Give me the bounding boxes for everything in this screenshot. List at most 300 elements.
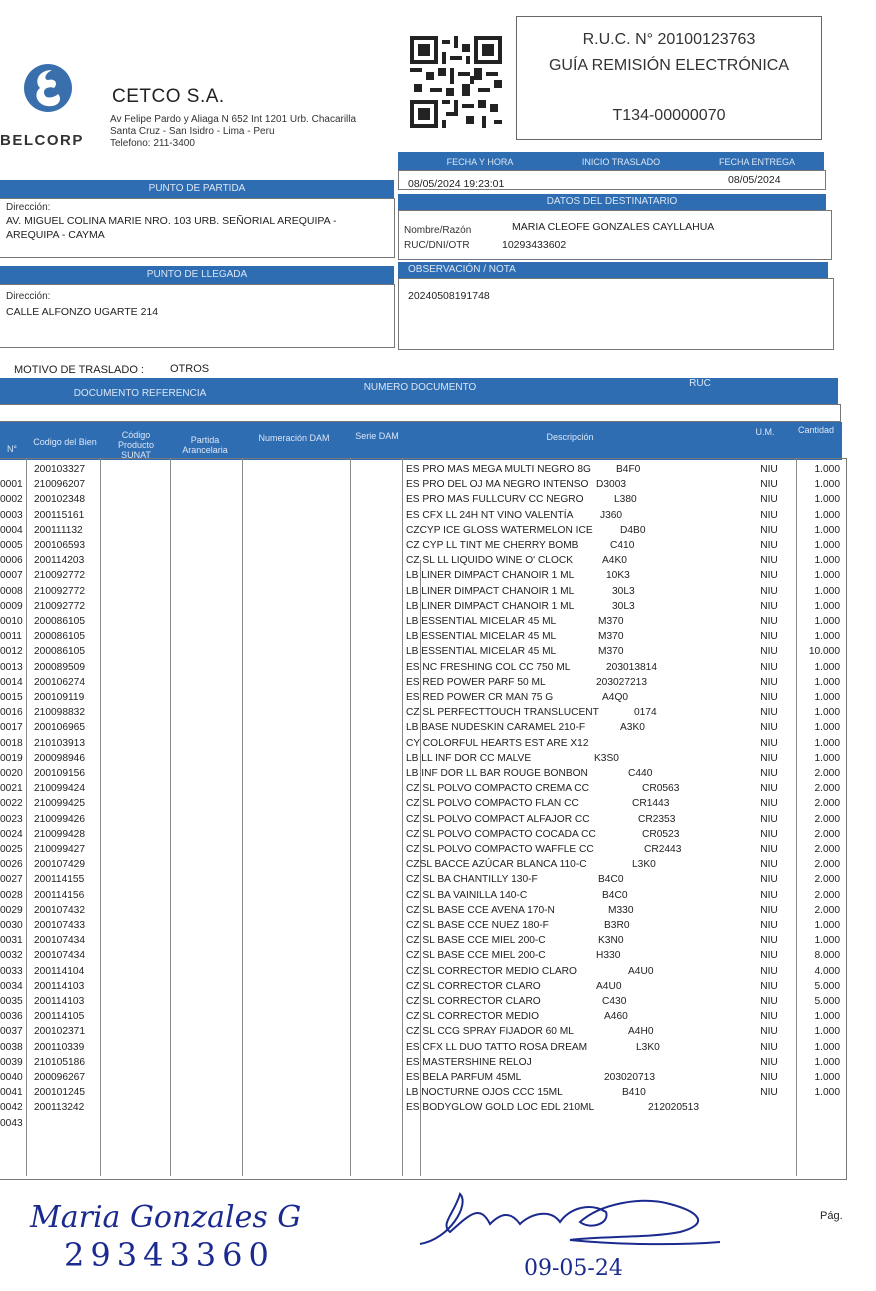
- logo-text: BELCORP: [0, 132, 84, 149]
- item-description: CZ CYP LL TINT ME CHERRY BOMB: [406, 540, 579, 551]
- item-description: CZ SL CORRECTOR CLARO: [406, 996, 541, 1007]
- item-reference: CR0523: [642, 828, 680, 840]
- item-reference: J360: [600, 509, 623, 521]
- header-fecha-hora: FECHA Y HORA: [446, 157, 514, 167]
- address-line-2: Santa Cruz - San Isidro - Lima - Peru: [110, 126, 275, 137]
- col-header-descripcion: Descripción: [546, 432, 594, 442]
- item-code: 210105186: [34, 1056, 85, 1068]
- item-unit: NIU: [760, 798, 778, 810]
- company-phone: Telefono: 211-3400: [110, 138, 195, 149]
- table-row: [0, 1055, 846, 1070]
- item-quantity: 1.000: [814, 570, 840, 582]
- destinatario-name: MARIA CLEOFE GONZALES CAYLLAHUA: [512, 221, 715, 233]
- item-quantity: 4.000: [814, 965, 840, 977]
- item-description: ES CFX LL 24H NT VINO VALENTÍA: [406, 509, 574, 521]
- header-documento-referencia: DOCUMENTO REFERENCIA: [73, 388, 207, 399]
- item-code: 200114103: [34, 980, 85, 992]
- address-line-1: Av Felipe Pardo y Aliaga N 652 Int 1201 Urb. Chacarilla: [110, 114, 357, 125]
- table-row: [0, 629, 846, 644]
- col-header-um: U.M.: [755, 427, 775, 437]
- item-number: 0012: [0, 646, 23, 658]
- table-row: [0, 979, 846, 994]
- item-quantity: 2.000: [814, 844, 840, 855]
- item-reference: D4B0: [620, 524, 646, 536]
- item-reference: K3N0: [598, 935, 624, 947]
- item-code: 210103913: [34, 737, 85, 749]
- item-description: CZ SL PERFECTTOUCH TRANSLUCENT: [406, 707, 599, 719]
- item-reference: L3K0: [632, 859, 656, 871]
- item-description: ES RED POWER PARF 50 ML: [406, 676, 546, 688]
- item-unit: NIU: [760, 844, 778, 855]
- item-unit: NIU: [760, 631, 778, 643]
- fecha-hora-value: 08/05/2024 19:23:01: [408, 178, 505, 190]
- item-quantity: 5.000: [814, 980, 840, 992]
- item-description: CZ SL BA CHANTILLY 130-F: [406, 874, 538, 886]
- item-number: 0031: [0, 935, 23, 947]
- item-description: ES BELA PARFUM 45ML: [406, 1072, 522, 1083]
- item-reference: A4U0: [596, 980, 622, 992]
- signature-icon: [410, 1184, 730, 1259]
- company-address: [110, 114, 356, 150]
- referencia-values-row: [0, 404, 841, 422]
- item-quantity: 1.000: [814, 692, 840, 703]
- item-unit: NIU: [760, 509, 778, 521]
- partida-address-line-2: AREQUIPA - CAYMA: [6, 229, 105, 241]
- table-row: [0, 720, 846, 735]
- item-unit: NIU: [760, 661, 778, 673]
- table-row: [0, 736, 846, 751]
- ruc-number: R.U.C. N° 20100123763: [582, 31, 756, 48]
- item-number: 0003: [0, 509, 23, 521]
- item-quantity: 1.000: [814, 479, 840, 491]
- table-row: [0, 705, 846, 720]
- item-unit: NIU: [760, 920, 778, 931]
- table-row: [0, 933, 846, 948]
- item-code: 200114105: [34, 1011, 85, 1023]
- item-unit: NIU: [760, 570, 778, 582]
- item-quantity: 2.000: [814, 783, 840, 795]
- item-code: 200114203: [34, 555, 85, 567]
- item-number: 0025: [0, 844, 23, 855]
- item-unit: NIU: [760, 737, 778, 749]
- item-quantity: 2.000: [814, 889, 840, 901]
- item-reference: 212020513: [648, 1102, 699, 1114]
- table-row: [0, 918, 846, 933]
- table-row: [0, 1085, 846, 1100]
- item-reference: 203020713: [604, 1072, 655, 1083]
- item-unit: NIU: [760, 1026, 778, 1038]
- item-description: ES CFX LL DUO TATTO ROSA DREAM: [406, 1041, 588, 1053]
- item-quantity: 2.000: [814, 874, 840, 886]
- llegada-direccion-label: Dirección:: [6, 291, 51, 302]
- item-reference: 10K3: [606, 570, 630, 582]
- document-type: GUÍA REMISIÓN ELECTRÓNICA: [548, 57, 790, 74]
- item-number: 0027: [0, 874, 23, 886]
- item-number: 0017: [0, 722, 23, 734]
- table-row: [0, 903, 846, 918]
- item-reference: C430: [602, 996, 627, 1007]
- item-quantity: 1.000: [814, 464, 840, 475]
- item-number: 0021: [0, 783, 23, 795]
- col-header-n: N°: [6, 444, 18, 454]
- item-number: 0026: [0, 859, 23, 871]
- item-unit: NIU: [760, 555, 778, 567]
- item-description: LB BASE NUDESKIN CARAMEL 210-F: [406, 722, 586, 734]
- item-number: 0042: [0, 1102, 23, 1114]
- table-row: [0, 462, 846, 477]
- item-description: ES NC FRESHING COL CC 750 ML: [406, 661, 571, 673]
- item-code: 200109119: [34, 692, 85, 703]
- item-quantity: 1.000: [814, 524, 840, 536]
- item-quantity: 1.000: [814, 1011, 840, 1023]
- item-unit: NIU: [760, 904, 778, 916]
- item-number: 0043: [0, 1117, 23, 1129]
- table-row: [0, 568, 846, 583]
- item-number: 0023: [0, 813, 23, 825]
- item-number: 0036: [0, 1011, 23, 1023]
- item-number: 0022: [0, 798, 23, 810]
- destinatario-id: 10293433602: [502, 239, 567, 251]
- item-code: 200096267: [34, 1072, 85, 1083]
- table-row: [0, 508, 846, 523]
- item-number: 0029: [0, 904, 23, 916]
- item-reference: 30L3: [612, 585, 635, 597]
- item-description: CZ SL POLVO COMPACT ALFAJOR CC: [406, 813, 590, 825]
- table-row: [0, 1070, 846, 1085]
- item-number: 0016: [0, 707, 23, 719]
- item-code: 200114103: [34, 996, 85, 1007]
- item-number: 0037: [0, 1026, 23, 1038]
- item-description: LB ESSENTIAL MICELAR 45 ML: [406, 646, 557, 658]
- item-quantity: 2.000: [814, 859, 840, 871]
- item-code: 200109156: [34, 768, 85, 779]
- llegada-address-line-1: CALLE ALFONZO UGARTE 214: [6, 306, 159, 318]
- item-unit: NIU: [760, 752, 778, 764]
- item-unit: NIU: [760, 965, 778, 977]
- item-quantity: 5.000: [814, 996, 840, 1007]
- item-description: CZ SL CORRECTOR CLARO: [406, 980, 541, 992]
- item-unit: NIU: [760, 676, 778, 688]
- item-quantity: 1.000: [814, 707, 840, 719]
- item-reference: M330: [608, 904, 634, 916]
- item-number: 0014: [0, 676, 23, 688]
- item-unit: NIU: [760, 768, 778, 779]
- table-row: [0, 1116, 846, 1131]
- item-quantity: 1.000: [814, 920, 840, 931]
- item-quantity: 1.000: [814, 494, 840, 506]
- table-row: [0, 1100, 846, 1115]
- item-quantity: 1.000: [814, 631, 840, 643]
- item-code: 210099428: [34, 828, 85, 840]
- item-reference: A3K0: [620, 722, 645, 734]
- item-code: 200107434: [34, 935, 85, 947]
- item-reference: A4Q0: [602, 692, 629, 703]
- item-number: 0035: [0, 996, 23, 1007]
- observacion-title: OBSERVACIÓN / NOTA: [398, 262, 828, 278]
- item-unit: NIU: [760, 1041, 778, 1053]
- item-code: 200107432: [34, 904, 85, 916]
- item-description: LB NOCTURNE OJOS CCC 15ML: [406, 1087, 563, 1099]
- item-number: 0028: [0, 889, 23, 901]
- item-code: 200114156: [34, 889, 85, 901]
- item-quantity: 10.000: [808, 646, 840, 658]
- item-number: 0033: [0, 965, 23, 977]
- item-number: 0015: [0, 692, 23, 703]
- table-row: [0, 690, 846, 705]
- item-unit: NIU: [760, 722, 778, 734]
- item-code: 210096207: [34, 479, 85, 491]
- item-code: 200102371: [34, 1026, 85, 1038]
- item-reference: H330: [596, 950, 621, 962]
- handwritten-name: Maria Gonzales G: [30, 1200, 302, 1235]
- item-description: LB LINER DIMPACT CHANOIR 1 ML: [406, 600, 575, 612]
- item-quantity: 1.000: [814, 676, 840, 688]
- item-quantity: 1.000: [814, 540, 840, 551]
- item-quantity: 1.000: [814, 752, 840, 764]
- item-reference: K3S0: [594, 752, 619, 764]
- item-quantity: 1.000: [814, 935, 840, 947]
- col-header-partida: Partida Arancelaria: [182, 435, 228, 455]
- item-reference: M370: [598, 646, 624, 658]
- item-quantity: 2.000: [814, 828, 840, 840]
- punto-llegada-title: PUNTO DE LLEGADA: [0, 266, 394, 284]
- header-inicio-traslado: INICIO TRASLADO: [581, 157, 661, 167]
- col-header-serie: Serie DAM: [355, 431, 399, 441]
- destinatario-id-label: RUC/DNI/OTR: [404, 240, 470, 251]
- item-reference: M370: [598, 631, 624, 643]
- item-number: 0030: [0, 920, 23, 931]
- table-row: [0, 492, 846, 507]
- item-code: 200107434: [34, 950, 85, 962]
- item-reference: 30L3: [612, 600, 635, 612]
- item-code: 200114155: [34, 874, 85, 886]
- item-description: ES PRO MAS MEGA MULTI NEGRO 8G: [406, 464, 591, 475]
- item-reference: CR0563: [642, 783, 680, 795]
- item-description: ES BODYGLOW GOLD LOC EDL 210ML: [406, 1102, 595, 1114]
- item-unit: NIU: [760, 859, 778, 871]
- item-code: 200106965: [34, 722, 85, 734]
- item-code: 200098946: [34, 752, 85, 764]
- item-description: CZ SL BASE CCE MIEL 200-C: [406, 935, 546, 947]
- item-unit: NIU: [760, 1056, 778, 1068]
- item-number: 0010: [0, 616, 23, 627]
- item-number: 0008: [0, 585, 23, 597]
- item-unit: NIU: [760, 600, 778, 612]
- item-code: 200115161: [34, 509, 85, 521]
- handwritten-date: 09-05-24: [524, 1256, 623, 1281]
- punto-partida-box: [0, 198, 395, 258]
- page-label: Pág.: [820, 1210, 843, 1222]
- item-reference: B4C0: [598, 874, 624, 886]
- table-row: [0, 660, 846, 675]
- item-description: ES PRO DEL OJ MA NEGRO INTENSO: [406, 479, 589, 491]
- item-quantity: 2.000: [814, 798, 840, 810]
- col-header-numeracion: Numeración DAM: [258, 433, 330, 443]
- item-reference: CR2443: [644, 844, 682, 855]
- item-quantity: 1.000: [814, 1026, 840, 1038]
- item-quantity: 1.000: [814, 585, 840, 597]
- item-code: 210098832: [34, 707, 85, 719]
- table-row: [0, 812, 846, 827]
- table-row: [0, 584, 846, 599]
- item-number: 0039: [0, 1056, 23, 1068]
- item-reference: A4K0: [602, 555, 627, 567]
- table-row: [0, 872, 846, 887]
- item-reference: A4U0: [628, 965, 654, 977]
- item-unit: NIU: [760, 616, 778, 627]
- table-row: [0, 766, 846, 781]
- table-row: [0, 614, 846, 629]
- col-header-sunat: Código Producto SUNAT: [117, 430, 155, 460]
- item-description: CZ SL CORRECTOR MEDIO: [406, 1011, 540, 1023]
- item-code: 210099426: [34, 813, 85, 825]
- item-unit: NIU: [760, 1087, 778, 1099]
- item-number: 0011: [0, 631, 22, 643]
- item-code: 200086105: [34, 631, 85, 643]
- item-description: CZ SL POLVO COMPACTO WAFFLE CC: [406, 844, 594, 855]
- item-unit: NIU: [760, 783, 778, 795]
- table-row: [0, 675, 846, 690]
- belcorp-logo-icon: [22, 58, 74, 120]
- item-quantity: 8.000: [814, 950, 840, 962]
- item-description: ES RED POWER CR MAN 75 G: [406, 692, 554, 703]
- table-row: [0, 964, 846, 979]
- item-unit: NIU: [760, 935, 778, 947]
- item-number: 0024: [0, 828, 23, 840]
- header-fecha-entrega: FECHA ENTREGA: [718, 157, 795, 167]
- item-description: CZ SL POLVO COMPACTO FLAN CC: [406, 798, 579, 810]
- table-row: [0, 538, 846, 553]
- document-number: T134-00000070: [612, 107, 726, 124]
- table-row: [0, 477, 846, 492]
- item-unit: NIU: [760, 950, 778, 962]
- item-description: CZ SL CORRECTOR MEDIO CLARO: [406, 965, 577, 977]
- item-number: 0002: [0, 494, 23, 506]
- item-quantity: 1.000: [814, 616, 840, 627]
- handwritten-id: 29343360: [64, 1236, 275, 1274]
- item-number: 0019: [0, 752, 23, 764]
- header-ruc: RUC: [689, 378, 711, 389]
- item-description: LB ESSENTIAL MICELAR 45 ML: [406, 616, 557, 627]
- item-code: 210099424: [34, 783, 85, 795]
- item-unit: NIU: [760, 646, 778, 658]
- table-row: [0, 827, 846, 842]
- item-description: CZ SL BASE CCE NUEZ 180-F: [406, 920, 549, 931]
- item-description: LB ESSENTIAL MICELAR 45 ML: [406, 631, 557, 643]
- item-reference: L380: [614, 494, 637, 506]
- item-number: 0001: [0, 479, 23, 491]
- item-description: ES MASTERSHINE RELOJ: [406, 1056, 532, 1068]
- item-code: 210092772: [34, 600, 85, 612]
- header-numero-documento: NUMERO DOCUMENTO: [363, 382, 477, 393]
- item-reference: B4C0: [602, 889, 628, 901]
- observacion-box: [398, 278, 834, 350]
- item-unit: NIU: [760, 692, 778, 703]
- item-reference: C410: [610, 540, 635, 551]
- item-description: CZ SL POLVO COMPACTO CREMA CC: [406, 783, 590, 795]
- item-code: 200106274: [34, 676, 85, 688]
- item-unit: NIU: [760, 980, 778, 992]
- item-number: 0040: [0, 1072, 23, 1083]
- item-description: LB LINER DIMPACT CHANOIR 1 ML: [406, 585, 575, 597]
- company-name: CETCO S.A.: [112, 86, 225, 107]
- item-description: CZ SL BASE CCE AVENA 170-N: [406, 904, 555, 916]
- table-row: [0, 994, 846, 1009]
- item-number: 0013: [0, 661, 23, 673]
- item-description: LB LL INF DOR CC MALVE: [406, 752, 532, 764]
- fecha-entrega-value: 08/05/2024: [728, 174, 781, 186]
- item-description: CZ SL BA VAINILLA 140-C: [406, 889, 528, 901]
- item-unit: NIU: [760, 464, 778, 475]
- item-code: 200107433: [34, 920, 85, 931]
- item-description: CZSL BACCE AZÚCAR BLANCA 110-C: [406, 859, 587, 871]
- item-reference: M370: [598, 616, 624, 627]
- table-row: [0, 948, 846, 963]
- item-unit: NIU: [760, 889, 778, 901]
- partida-address-line-1: AV. MIGUEL COLINA MARIE NRO. 103 URB. SEÑORIAL AREQUIPA -: [6, 215, 337, 227]
- item-code: 200089509: [34, 661, 85, 673]
- item-number: 0007: [0, 570, 23, 582]
- item-number: 0020: [0, 768, 23, 779]
- item-number: 0034: [0, 980, 23, 992]
- item-number: 0032: [0, 950, 23, 962]
- table-row: [0, 857, 846, 872]
- item-description: LB INF DOR LL BAR ROUGE BONBON: [406, 768, 588, 779]
- col-header-codigo: Codigo del Bien: [33, 437, 97, 447]
- qr-code-icon: [410, 36, 502, 128]
- item-description: CZ SL POLVO COMPACTO COCADA CC: [406, 828, 596, 840]
- item-reference: C440: [628, 768, 653, 779]
- item-reference: 0174: [634, 707, 657, 719]
- item-number: 0005: [0, 540, 23, 551]
- observacion-value: 20240508191748: [408, 290, 490, 302]
- item-reference: D3003: [596, 479, 627, 491]
- item-code: 200086105: [34, 616, 85, 627]
- ruc-box: [516, 16, 822, 140]
- table-row: [0, 599, 846, 614]
- item-reference: 203027213: [596, 676, 647, 688]
- item-code: 200111132: [34, 524, 83, 536]
- item-quantity: 1.000: [814, 1072, 840, 1083]
- table-row: [0, 644, 846, 659]
- table-row: [0, 523, 846, 538]
- item-unit: NIU: [760, 494, 778, 506]
- item-code: 200113242: [34, 1102, 85, 1114]
- item-unit: NIU: [760, 1072, 778, 1083]
- item-unit: NIU: [760, 585, 778, 597]
- item-unit: NIU: [760, 828, 778, 840]
- item-description: CZ SL BASE CCE MIEL 200-C: [406, 950, 546, 962]
- table-row: [0, 1040, 846, 1055]
- item-quantity: 1.000: [814, 555, 840, 567]
- item-reference: CR1443: [632, 798, 670, 810]
- item-reference: A4H0: [628, 1026, 654, 1038]
- destinatario-title: DATOS DEL DESTINATARIO: [398, 194, 826, 210]
- item-code: 200114104: [34, 965, 85, 977]
- motivo-label: MOTIVO DE TRASLADO :: [14, 364, 144, 376]
- item-quantity: 1.000: [814, 737, 840, 749]
- item-unit: NIU: [760, 874, 778, 886]
- item-number: 0038: [0, 1041, 23, 1053]
- item-quantity: 1.000: [814, 1087, 840, 1099]
- punto-partida-title: PUNTO DE PARTIDA: [0, 180, 394, 198]
- item-quantity: 1.000: [814, 661, 840, 673]
- item-code: 210092772: [34, 585, 85, 597]
- item-quantity: 1.000: [814, 1041, 840, 1053]
- item-code: 210099427: [34, 844, 85, 855]
- item-description: LB LINER DIMPACT CHANOIR 1 ML: [406, 570, 575, 582]
- item-quantity: 1.000: [814, 509, 840, 521]
